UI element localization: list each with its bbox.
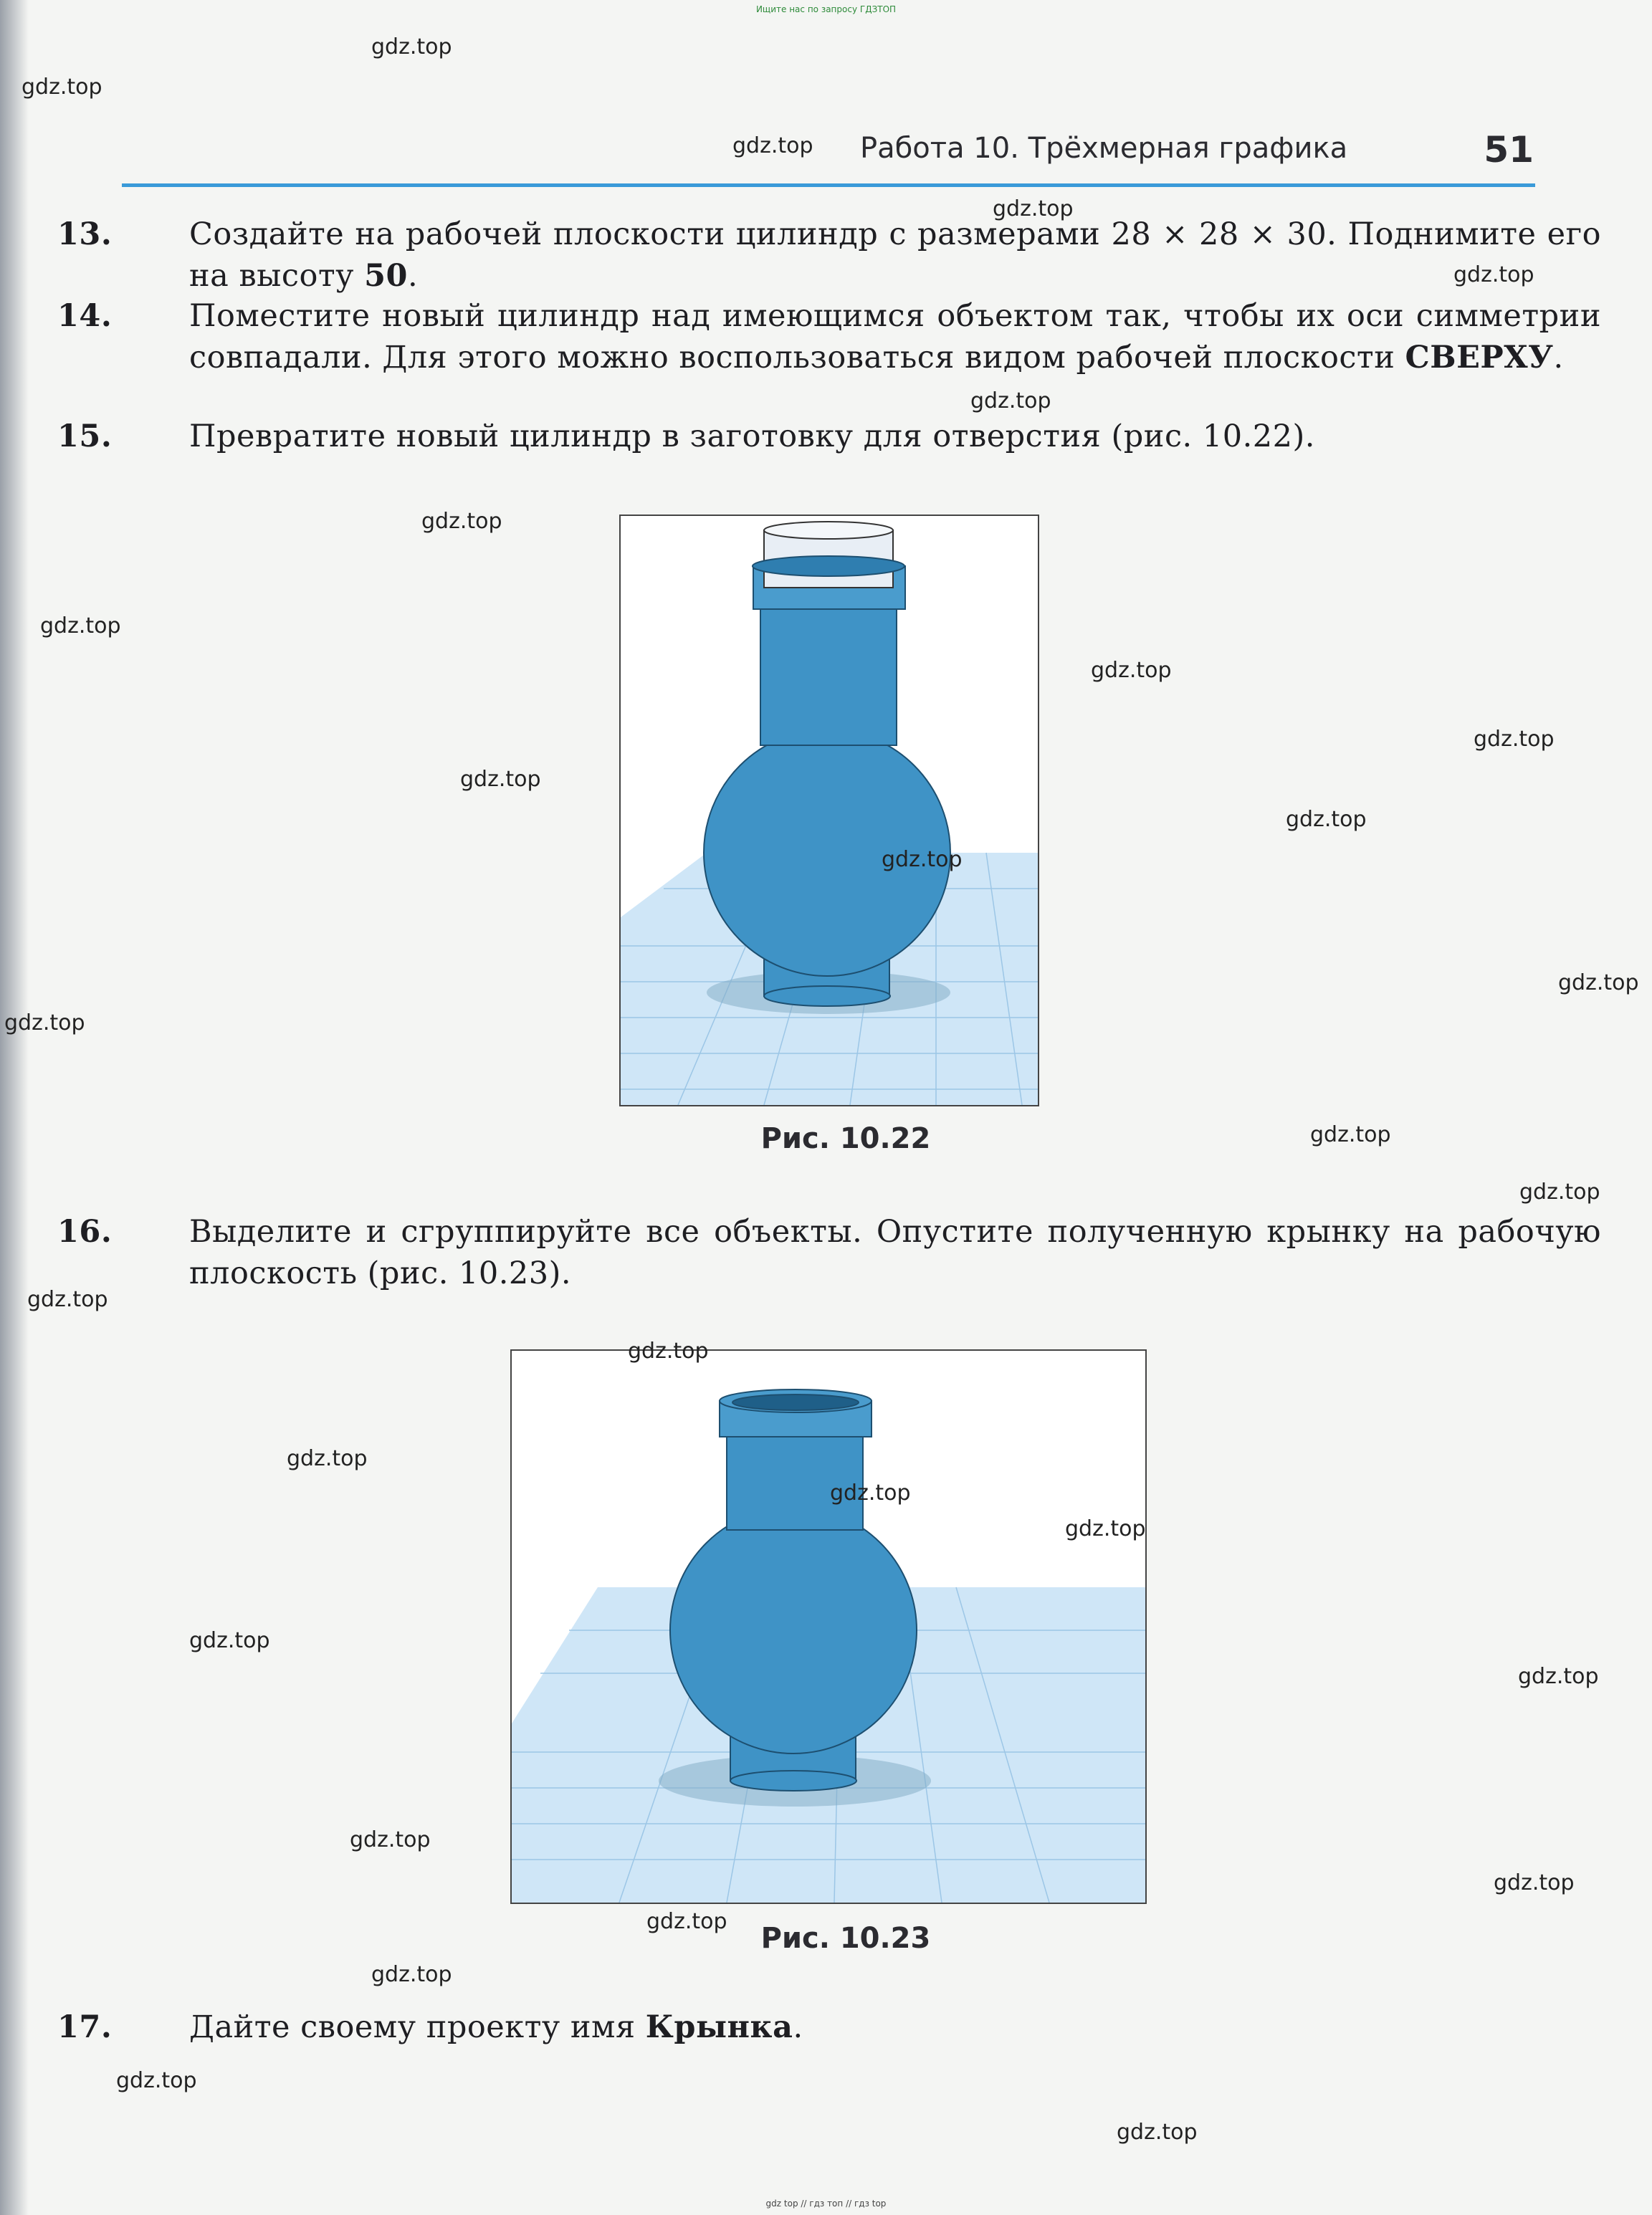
book-gutter-shadow xyxy=(0,0,29,2215)
step-text: Выделите и сгруппируйте все объекты. Опустите полученную крынку на рабочую плоскость (рис. 10.23). xyxy=(189,1214,1601,1291)
watermark: gdz.top xyxy=(1091,658,1172,683)
watermark: gdz.top xyxy=(189,1628,270,1653)
step-tail: . xyxy=(407,258,419,294)
figure-10-23 xyxy=(510,1349,1147,1904)
step-16 xyxy=(57,1211,1601,1294)
watermark: gdz.top xyxy=(970,388,1051,413)
header-rule xyxy=(122,183,1535,187)
watermark: gdz.top xyxy=(993,196,1074,221)
watermark: gdz.top xyxy=(116,2068,197,2093)
watermark: gdz.top xyxy=(830,1480,911,1506)
step-15 xyxy=(57,416,1601,457)
page-header xyxy=(860,129,1534,172)
watermark: gdz.top xyxy=(371,34,452,59)
figure-10-22 xyxy=(619,515,1039,1106)
step-bold: 50 xyxy=(364,258,408,294)
watermark: gdz.top xyxy=(1065,1516,1146,1541)
watermark: gdz.top xyxy=(4,1010,85,1035)
jug-with-hole-illustration xyxy=(621,516,1038,1105)
watermark: gdz.top xyxy=(882,847,963,872)
watermark: gdz.top xyxy=(371,1962,452,1987)
figure-10-22-caption: Рис. 10.22 xyxy=(760,1122,931,1155)
watermark: gdz.top xyxy=(1519,1180,1600,1205)
step-number: 17. xyxy=(57,2009,113,2045)
watermark: gdz.top xyxy=(1494,1870,1575,1895)
step-text: Дайте своему проекту имя xyxy=(189,2009,646,2045)
step-13 xyxy=(57,214,1601,297)
watermark: gdz.top xyxy=(27,1287,108,1312)
step-number: 16. xyxy=(57,1214,113,1250)
step-tail: . xyxy=(1553,340,1564,375)
watermark: gdz.top xyxy=(22,75,102,100)
step-bold: СВЕРХУ xyxy=(1405,340,1554,375)
watermark: gdz.top xyxy=(1474,727,1555,752)
bottom-banner: gdz top // гдз топ // гдз top xyxy=(765,2199,887,2209)
watermark: gdz.top xyxy=(1117,2120,1198,2145)
step-text: Превратите новый цилиндр в заготовку для отверстия (рис. 10.22). xyxy=(189,418,1315,454)
step-17 xyxy=(57,2006,1601,2048)
watermark: gdz.top xyxy=(1518,1664,1599,1689)
step-tail: . xyxy=(793,2009,803,2045)
step-text: Поместите новый цилиндр над имеющимся объектом так, чтобы их оси симметрии совпадали. Для этого можно воспользоваться видом рабочей плоскости xyxy=(189,298,1601,375)
watermark: gdz.top xyxy=(460,767,541,792)
watermark: gdz.top xyxy=(646,1909,727,1934)
watermark: gdz.top xyxy=(287,1446,368,1471)
step-number: 13. xyxy=(57,216,113,252)
step-number: 15. xyxy=(57,418,113,454)
watermark: gdz.top xyxy=(1453,262,1534,287)
step-number: 14. xyxy=(57,298,113,334)
watermark: gdz.top xyxy=(732,133,813,158)
watermark: gdz.top xyxy=(350,1827,431,1852)
watermark: gdz.top xyxy=(1558,970,1639,995)
page-number: 51 xyxy=(1484,129,1534,171)
header-title: Работа 10. Трёхмерная графика xyxy=(860,132,1348,165)
step-text: Создайте на рабочей плоскости цилиндр с размерами 28 × 28 × 30. Поднимите его на высоту xyxy=(189,216,1601,294)
top-banner: Ищите нас по запросу ГДЗТОП xyxy=(755,4,897,14)
watermark: gdz.top xyxy=(628,1339,709,1364)
figure-10-23-caption: Рис. 10.23 xyxy=(760,1922,931,1955)
watermark: gdz.top xyxy=(1286,807,1367,832)
watermark: gdz.top xyxy=(421,509,502,534)
watermark: gdz.top xyxy=(1310,1122,1391,1147)
watermark: gdz.top xyxy=(40,613,121,638)
finished-jug-illustration xyxy=(512,1351,1145,1903)
step-bold: Крынка xyxy=(645,2009,793,2045)
step-14 xyxy=(57,295,1601,378)
